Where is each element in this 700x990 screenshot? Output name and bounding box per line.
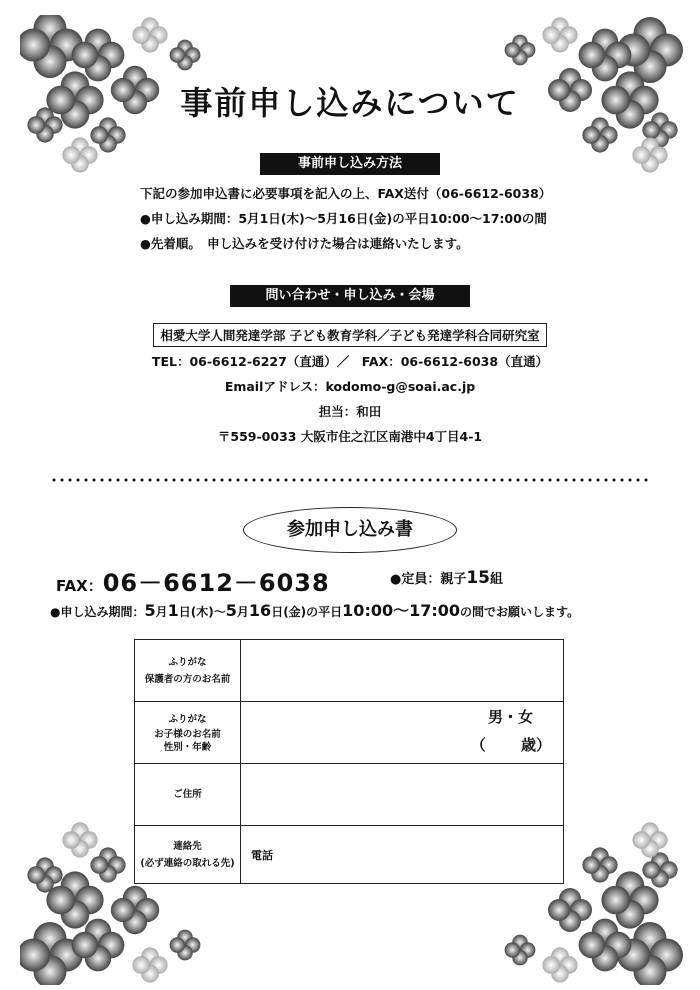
application-form-table	[134, 639, 564, 884]
label-line: ふりがな	[168, 714, 207, 725]
method-line-3: ●先着順。 申し込みを受け付けた場合は連絡いたします。	[140, 236, 469, 251]
form-label-child-name	[135, 702, 241, 764]
label-line: お子様のお名前	[154, 729, 221, 740]
capacity-suffix: 組	[490, 572, 504, 587]
label-line: 性別・年齢	[163, 742, 212, 753]
capacity-number: 15	[466, 568, 491, 588]
table-row	[135, 702, 564, 764]
period-day-1: 1	[167, 601, 179, 620]
method-line-1: 下記の参加申込書に必要事項を記入の上、FAX送付（06-6612-6038）	[140, 186, 552, 201]
period-time: 10:00～17:00	[342, 601, 461, 620]
contact-person: 担当：和田	[318, 404, 382, 419]
table-row	[135, 640, 564, 702]
contact-org: 相愛大学人間発達学部 子ども教育学科／子ども発達学科合同研究室	[153, 323, 546, 347]
form-label-parent-name	[135, 640, 241, 702]
period-unit-3: 月	[236, 605, 249, 619]
contact-email: Emailアドレス：kodomo-g@soai.ac.jp	[224, 379, 476, 394]
label-line: 連絡先	[173, 840, 202, 852]
label-line: 保護者の方のお名前	[144, 673, 231, 685]
method-heading: 事前申し込み方法	[260, 153, 440, 175]
period-month-1: 5	[144, 601, 156, 620]
fax-number: 06－6612－6038	[102, 569, 330, 597]
period-day-2: 16	[248, 601, 272, 620]
label-line: ふりがな	[168, 656, 207, 668]
period-suffix: の間でお願いします。	[460, 605, 580, 619]
dotted-divider	[50, 478, 650, 482]
period-prefix: ●申し込み期間：	[50, 605, 145, 619]
label-line: (必ず連絡の取れる先)	[140, 857, 235, 869]
capacity	[390, 568, 503, 588]
contact-tel-fax: TEL：06-6612-6227（直通）／ FAX：06-6612-6038（直通）	[151, 354, 549, 369]
age-field[interactable]: （ 歳）	[470, 736, 551, 754]
child-name-field[interactable]	[241, 702, 564, 764]
form-label-address	[135, 764, 241, 826]
gender-choice[interactable]: 男・女	[487, 708, 533, 726]
form-title: 参加申し込み書	[243, 507, 457, 553]
table-row	[135, 764, 564, 826]
table-row	[135, 826, 564, 884]
parent-name-field[interactable]	[241, 640, 564, 702]
form-label-contact	[135, 826, 241, 884]
contact-heading: 問い合わせ・申し込み・会場	[230, 285, 470, 307]
phone-field[interactable]	[241, 826, 564, 884]
page-title: 事前申し込みについて	[180, 84, 520, 122]
label-line: ご住所	[173, 789, 202, 800]
method-line-2: ●申し込み期間：5月1日(木)～5月16日(金)の平日10:00～17:00の間	[140, 211, 547, 226]
fax-label: FAX：	[56, 577, 103, 595]
period-unit-4: 日(金)の平日	[271, 605, 343, 619]
phone-label: 電話	[251, 848, 273, 862]
period-unit-2: 日(木)～	[178, 605, 226, 619]
contact-org-wrap	[0, 323, 700, 347]
application-period	[50, 598, 579, 621]
capacity-prefix: ●定員：親子	[390, 572, 467, 587]
address-field[interactable]	[241, 764, 564, 826]
contact-address: 〒559-0033 大阪市住之江区南港中4丁目4-1	[217, 429, 483, 444]
fax-number-block	[56, 563, 330, 598]
period-unit-1: 月	[155, 605, 168, 619]
period-month-2: 5	[225, 601, 237, 620]
